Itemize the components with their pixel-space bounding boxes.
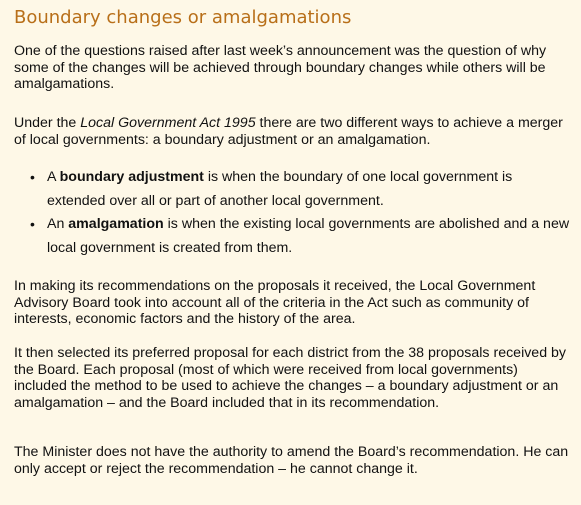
paragraph-act [14,115,574,148]
paragraph-board-criteria: In making its recommendations on the proposals it received, the Local Government Advisory Board took into account all of the criteria in the Act such as community of interests, economic factors and the history of the area. [14,278,536,328]
merger-types-list [30,166,570,260]
term-boundary-adjustment: boundary adjustment [59,169,204,185]
list-item-lead: A [47,169,60,185]
list-item-boundary-adjustment [30,166,570,213]
article-title: Boundary changes or amalgamations [14,7,352,28]
paragraph-proposal-selection: It then selected its preferred proposal for each district from the 38 proposals received by the Board. Each proposal (most of which were received from local governments) included the method to be used to achieve the changes – a boundary adjustment or an amalgamation – and the Board included that in its recommendation. [14,345,567,411]
paragraph-act-post: there are two different ways to achieve a merger of local governments: a boundary adjustment or an amalgamation. [14,115,563,148]
act-name: Local Government Act 1995 [80,115,256,131]
list-item-text: is when the existing local governments are abolished and a new local government is created from them. [47,216,570,256]
bullet-icon: • [30,169,35,185]
paragraph-intro: One of the questions raised after last week’s announcement was the question of why some of the changes will be achieved through boundary changes while others will be amalgamations. [14,43,547,93]
paragraph-minister-authority: The Minister does not have the authority to amend the Board’s recommendation. He can only accept or reject the recommendation – he cannot change it. [14,444,569,477]
list-item-lead: An [47,216,69,232]
term-amalgamation: amalgamation [68,216,164,232]
list-item-amalgamation [30,213,570,260]
list-item-text: is when the boundary of one local government is extended over all or part of another local government. [47,169,513,209]
paragraph-act-pre: Under the [14,115,81,131]
bullet-icon: • [30,216,35,232]
